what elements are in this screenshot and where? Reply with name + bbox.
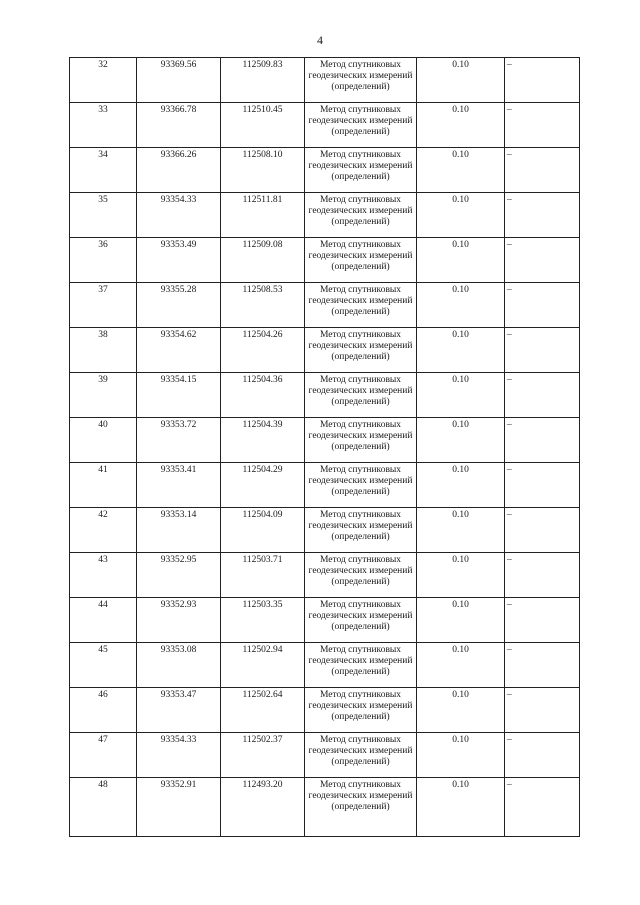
x-coordinate-cell: 93354.33 [137, 193, 221, 238]
accuracy-cell: 0.10 [417, 553, 505, 598]
y-coordinate-cell: 112511.81 [221, 193, 305, 238]
method-cell: Метод спутниковых геодезических измерений (определений) [305, 778, 417, 837]
accuracy-cell: 0.10 [417, 688, 505, 733]
point-number-cell: 36 [70, 238, 137, 283]
method-cell: Метод спутниковых геодезических измерений (определений) [305, 103, 417, 148]
description-cell: – [505, 193, 580, 238]
method-cell: Метод спутниковых геодезических измерений (определений) [305, 598, 417, 643]
description-cell: – [505, 148, 580, 193]
y-coordinate-cell: 112503.71 [221, 553, 305, 598]
point-number-cell: 41 [70, 463, 137, 508]
x-coordinate-cell: 93366.78 [137, 103, 221, 148]
y-coordinate-cell: 112504.26 [221, 328, 305, 373]
point-number-cell: 45 [70, 643, 137, 688]
coordinates-table [69, 57, 580, 837]
x-coordinate-cell: 93354.15 [137, 373, 221, 418]
method-cell: Метод спутниковых геодезических измерений (определений) [305, 688, 417, 733]
table-row [70, 643, 580, 688]
method-cell: Метод спутниковых геодезических измерений (определений) [305, 463, 417, 508]
description-cell: – [505, 463, 580, 508]
y-coordinate-cell: 112510.45 [221, 103, 305, 148]
table-row [70, 58, 580, 103]
table-row [70, 463, 580, 508]
y-coordinate-cell: 112504.29 [221, 463, 305, 508]
table-row [70, 103, 580, 148]
accuracy-cell: 0.10 [417, 283, 505, 328]
accuracy-cell: 0.10 [417, 373, 505, 418]
point-number-cell: 40 [70, 418, 137, 463]
x-coordinate-cell: 93352.93 [137, 598, 221, 643]
method-cell: Метод спутниковых геодезических измерений (определений) [305, 733, 417, 778]
accuracy-cell: 0.10 [417, 103, 505, 148]
x-coordinate-cell: 93352.95 [137, 553, 221, 598]
description-cell: – [505, 373, 580, 418]
description-cell: – [505, 103, 580, 148]
point-number-cell: 43 [70, 553, 137, 598]
method-cell: Метод спутниковых геодезических измерений (определений) [305, 58, 417, 103]
accuracy-cell: 0.10 [417, 643, 505, 688]
table-row [70, 193, 580, 238]
accuracy-cell: 0.10 [417, 778, 505, 837]
table-row [70, 328, 580, 373]
method-cell: Метод спутниковых геодезических измерений (определений) [305, 373, 417, 418]
y-coordinate-cell: 112504.36 [221, 373, 305, 418]
x-coordinate-cell: 93366.26 [137, 148, 221, 193]
x-coordinate-cell: 93353.41 [137, 463, 221, 508]
y-coordinate-cell: 112508.10 [221, 148, 305, 193]
method-cell: Метод спутниковых геодезических измерений (определений) [305, 328, 417, 373]
table-row [70, 733, 580, 778]
x-coordinate-cell: 93353.72 [137, 418, 221, 463]
y-coordinate-cell: 112503.35 [221, 598, 305, 643]
accuracy-cell: 0.10 [417, 508, 505, 553]
table-row [70, 418, 580, 463]
description-cell: – [505, 283, 580, 328]
x-coordinate-cell: 93354.33 [137, 733, 221, 778]
accuracy-cell: 0.10 [417, 418, 505, 463]
y-coordinate-cell: 112504.39 [221, 418, 305, 463]
coordinates-table-body [70, 58, 580, 837]
accuracy-cell: 0.10 [417, 238, 505, 283]
accuracy-cell: 0.10 [417, 58, 505, 103]
table-row [70, 778, 580, 837]
method-cell: Метод спутниковых геодезических измерений (определений) [305, 238, 417, 283]
x-coordinate-cell: 93355.28 [137, 283, 221, 328]
description-cell: – [505, 688, 580, 733]
description-cell: – [505, 598, 580, 643]
table-row [70, 373, 580, 418]
x-coordinate-cell: 93353.08 [137, 643, 221, 688]
accuracy-cell: 0.10 [417, 733, 505, 778]
x-coordinate-cell: 93369.56 [137, 58, 221, 103]
description-cell: – [505, 418, 580, 463]
accuracy-cell: 0.10 [417, 598, 505, 643]
description-cell: – [505, 643, 580, 688]
description-cell: – [505, 733, 580, 778]
y-coordinate-cell: 112493.20 [221, 778, 305, 837]
table-row [70, 283, 580, 328]
description-cell: – [505, 238, 580, 283]
point-number-cell: 39 [70, 373, 137, 418]
x-coordinate-cell: 93352.91 [137, 778, 221, 837]
y-coordinate-cell: 112509.08 [221, 238, 305, 283]
x-coordinate-cell: 93353.49 [137, 238, 221, 283]
description-cell: – [505, 778, 580, 837]
table-row [70, 553, 580, 598]
accuracy-cell: 0.10 [417, 193, 505, 238]
table-row [70, 508, 580, 553]
table-row [70, 238, 580, 283]
y-coordinate-cell: 112502.94 [221, 643, 305, 688]
accuracy-cell: 0.10 [417, 463, 505, 508]
description-cell: – [505, 553, 580, 598]
x-coordinate-cell: 93353.14 [137, 508, 221, 553]
method-cell: Метод спутниковых геодезических измерений (определений) [305, 193, 417, 238]
point-number-cell: 38 [70, 328, 137, 373]
point-number-cell: 32 [70, 58, 137, 103]
method-cell: Метод спутниковых геодезических измерений (определений) [305, 508, 417, 553]
y-coordinate-cell: 112502.37 [221, 733, 305, 778]
y-coordinate-cell: 112508.53 [221, 283, 305, 328]
point-number-cell: 48 [70, 778, 137, 837]
method-cell: Метод спутниковых геодезических измерений (определений) [305, 148, 417, 193]
point-number-cell: 46 [70, 688, 137, 733]
method-cell: Метод спутниковых геодезических измерений (определений) [305, 283, 417, 328]
x-coordinate-cell: 93353.47 [137, 688, 221, 733]
table-row [70, 148, 580, 193]
accuracy-cell: 0.10 [417, 328, 505, 373]
accuracy-cell: 0.10 [417, 148, 505, 193]
point-number-cell: 33 [70, 103, 137, 148]
table-row [70, 688, 580, 733]
description-cell: – [505, 58, 580, 103]
x-coordinate-cell: 93354.62 [137, 328, 221, 373]
point-number-cell: 47 [70, 733, 137, 778]
description-cell: – [505, 328, 580, 373]
point-number-cell: 34 [70, 148, 137, 193]
point-number-cell: 37 [70, 283, 137, 328]
point-number-cell: 35 [70, 193, 137, 238]
description-cell: – [505, 508, 580, 553]
y-coordinate-cell: 112504.09 [221, 508, 305, 553]
method-cell: Метод спутниковых геодезических измерений (определений) [305, 553, 417, 598]
y-coordinate-cell: 112502.64 [221, 688, 305, 733]
method-cell: Метод спутниковых геодезических измерений (определений) [305, 418, 417, 463]
point-number-cell: 44 [70, 598, 137, 643]
point-number-cell: 42 [70, 508, 137, 553]
page-number: 4 [317, 33, 323, 47]
table-row [70, 598, 580, 643]
y-coordinate-cell: 112509.83 [221, 58, 305, 103]
method-cell: Метод спутниковых геодезических измерений (определений) [305, 643, 417, 688]
